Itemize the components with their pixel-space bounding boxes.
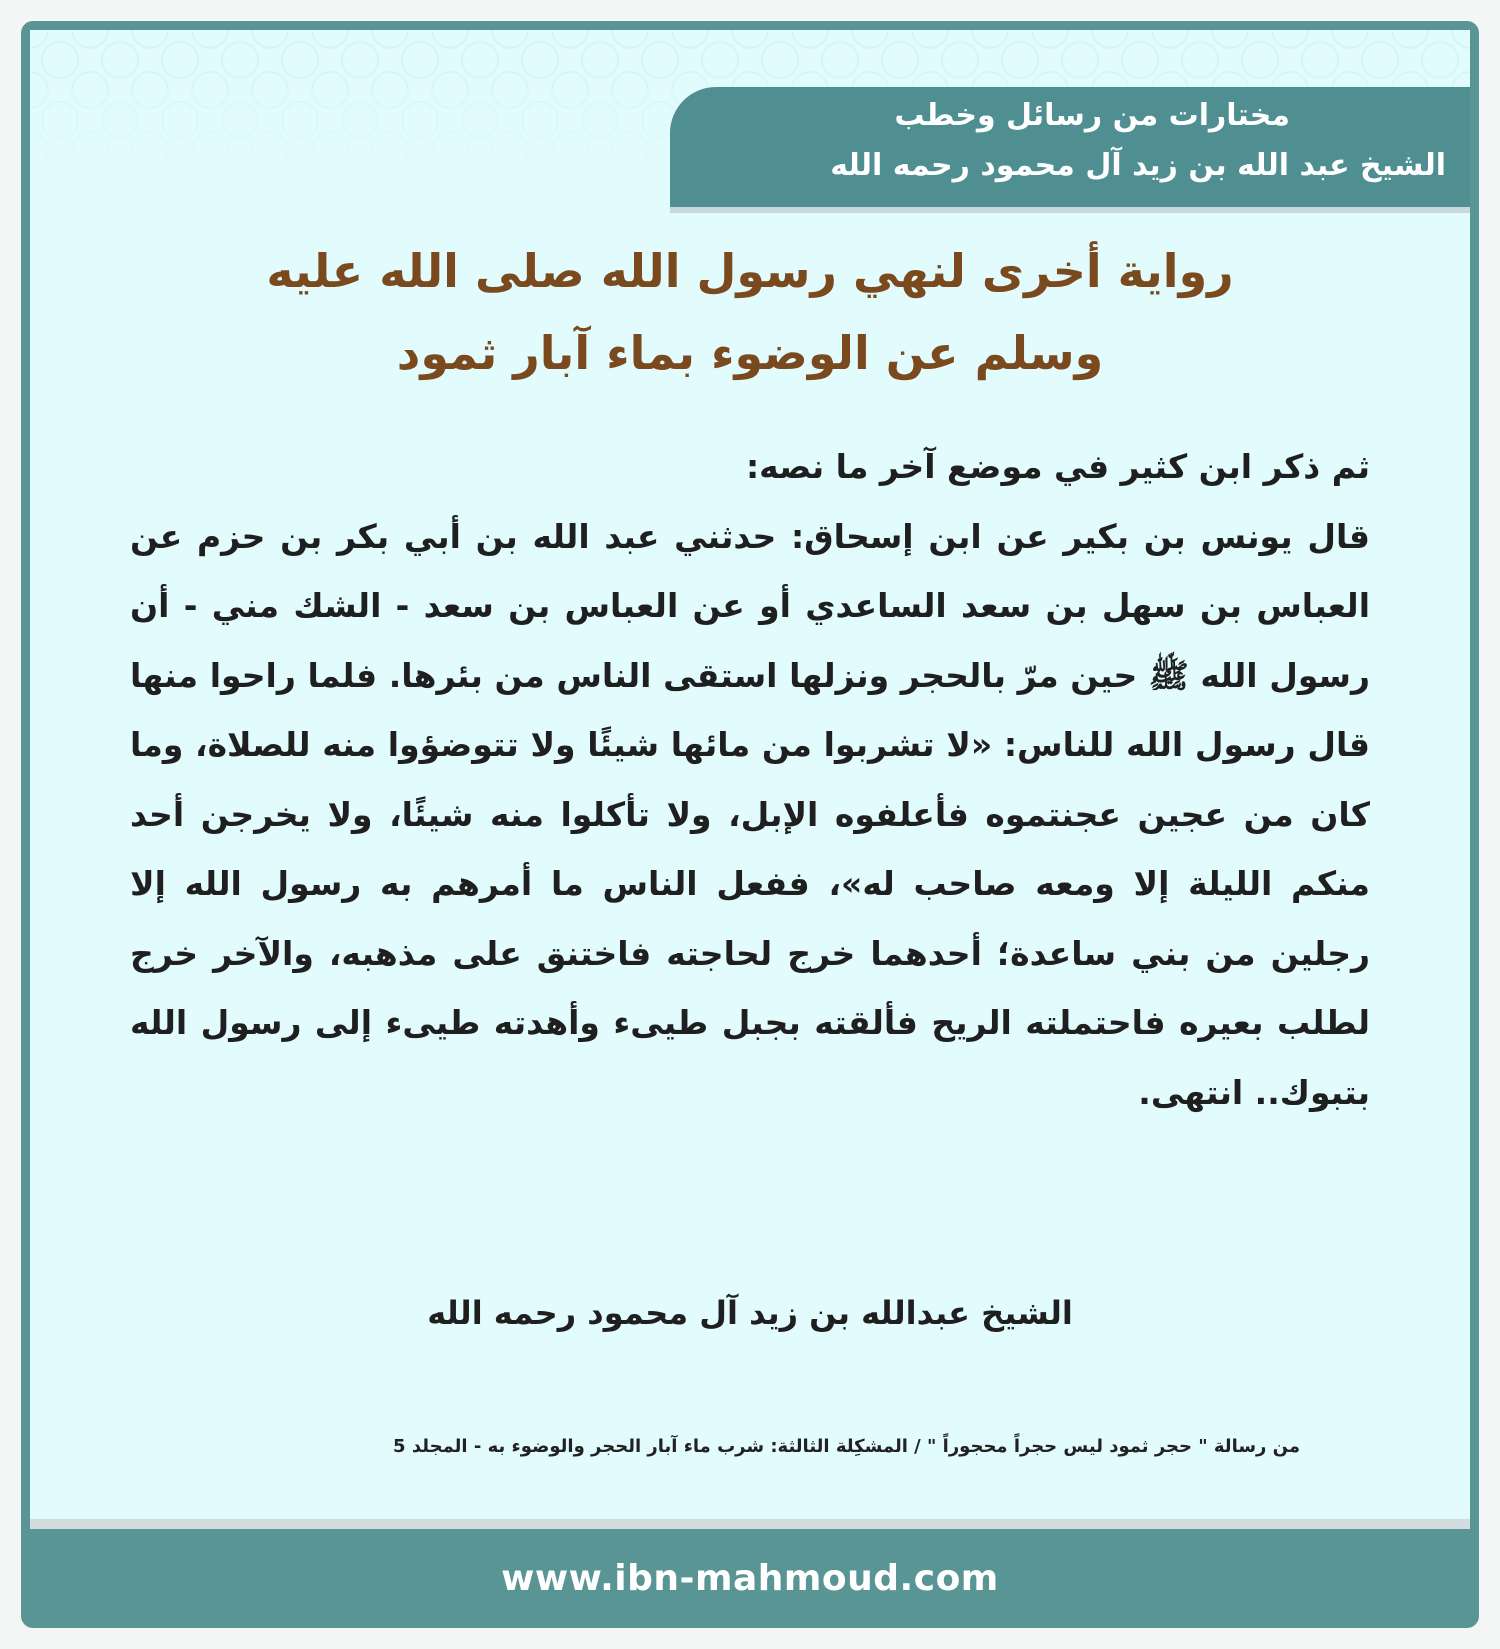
article-body bbox=[130, 432, 1370, 1127]
header-band bbox=[670, 87, 1470, 207]
content-panel bbox=[30, 30, 1470, 1519]
author-signature: الشيخ عبدالله بن زيد آل محمود رحمه الله bbox=[427, 1294, 1073, 1332]
page-frame bbox=[21, 21, 1479, 1628]
website-link[interactable]: www.ibn-mahmoud.com bbox=[501, 1558, 999, 1599]
article-narration: قال يونس بن بكير عن ابن إسحاق: حدثني عبد الله بن أبي بكر بن حزم عن العباس بن سهل بن سعد الساعدي أو عن العباس بن سعد - الشك مني - أن رسول الله ﷺ حين مرّ بالحجر ونزلها استقى الناس من بئرها. فلما راحوا منها قال رسول الله للناس: «لا تشربوا من مائها شيئًا ولا تتوضؤوا منه للصلاة، وما كان من عجين عجنتموه فأعلفوه الإبل، ولا تأكلوا منه شيئًا، ولا يخرجن أحد منكم الليلة إلا ومعه صاحب له»، ففعل الناس ما أمرهم به رسول الله إلا رجلين من بني ساعدة؛ أحدهما خرج لحاجته فاختنق على مذهبه، والآخر خرج لطلب بعيره فاحتملته الريح فألقته بجبل طيىء وأهدته طيىء إلى رسول الله بتبوك.. انتهى. bbox=[130, 516, 1370, 1112]
footer-divider bbox=[30, 1519, 1470, 1529]
source-citation: من رسالة " حجر ثمود ليس حجراً محجوراً " / المشكِلة الثالثة: شرب ماء آبار الحجر والوضوء به - المجلد 5 bbox=[393, 1436, 1300, 1457]
article-intro: ثم ذكر ابن كثير في موضع آخر ما نصه: bbox=[745, 447, 1370, 486]
article-title-line-1: رواية أخرى لنهي رسول الله صلى الله عليه bbox=[266, 244, 1234, 298]
article-title bbox=[90, 230, 1410, 394]
header-series-title: مختارات من رسائل وخطب bbox=[894, 98, 1290, 133]
header-author-name: الشيخ عبد الله بن زيد آل محمود رحمه الله bbox=[830, 148, 1446, 183]
footer-bar bbox=[21, 1529, 1479, 1628]
article-title-line-2: وسلم عن الوضوء بماء آبار ثمود bbox=[396, 326, 1104, 380]
